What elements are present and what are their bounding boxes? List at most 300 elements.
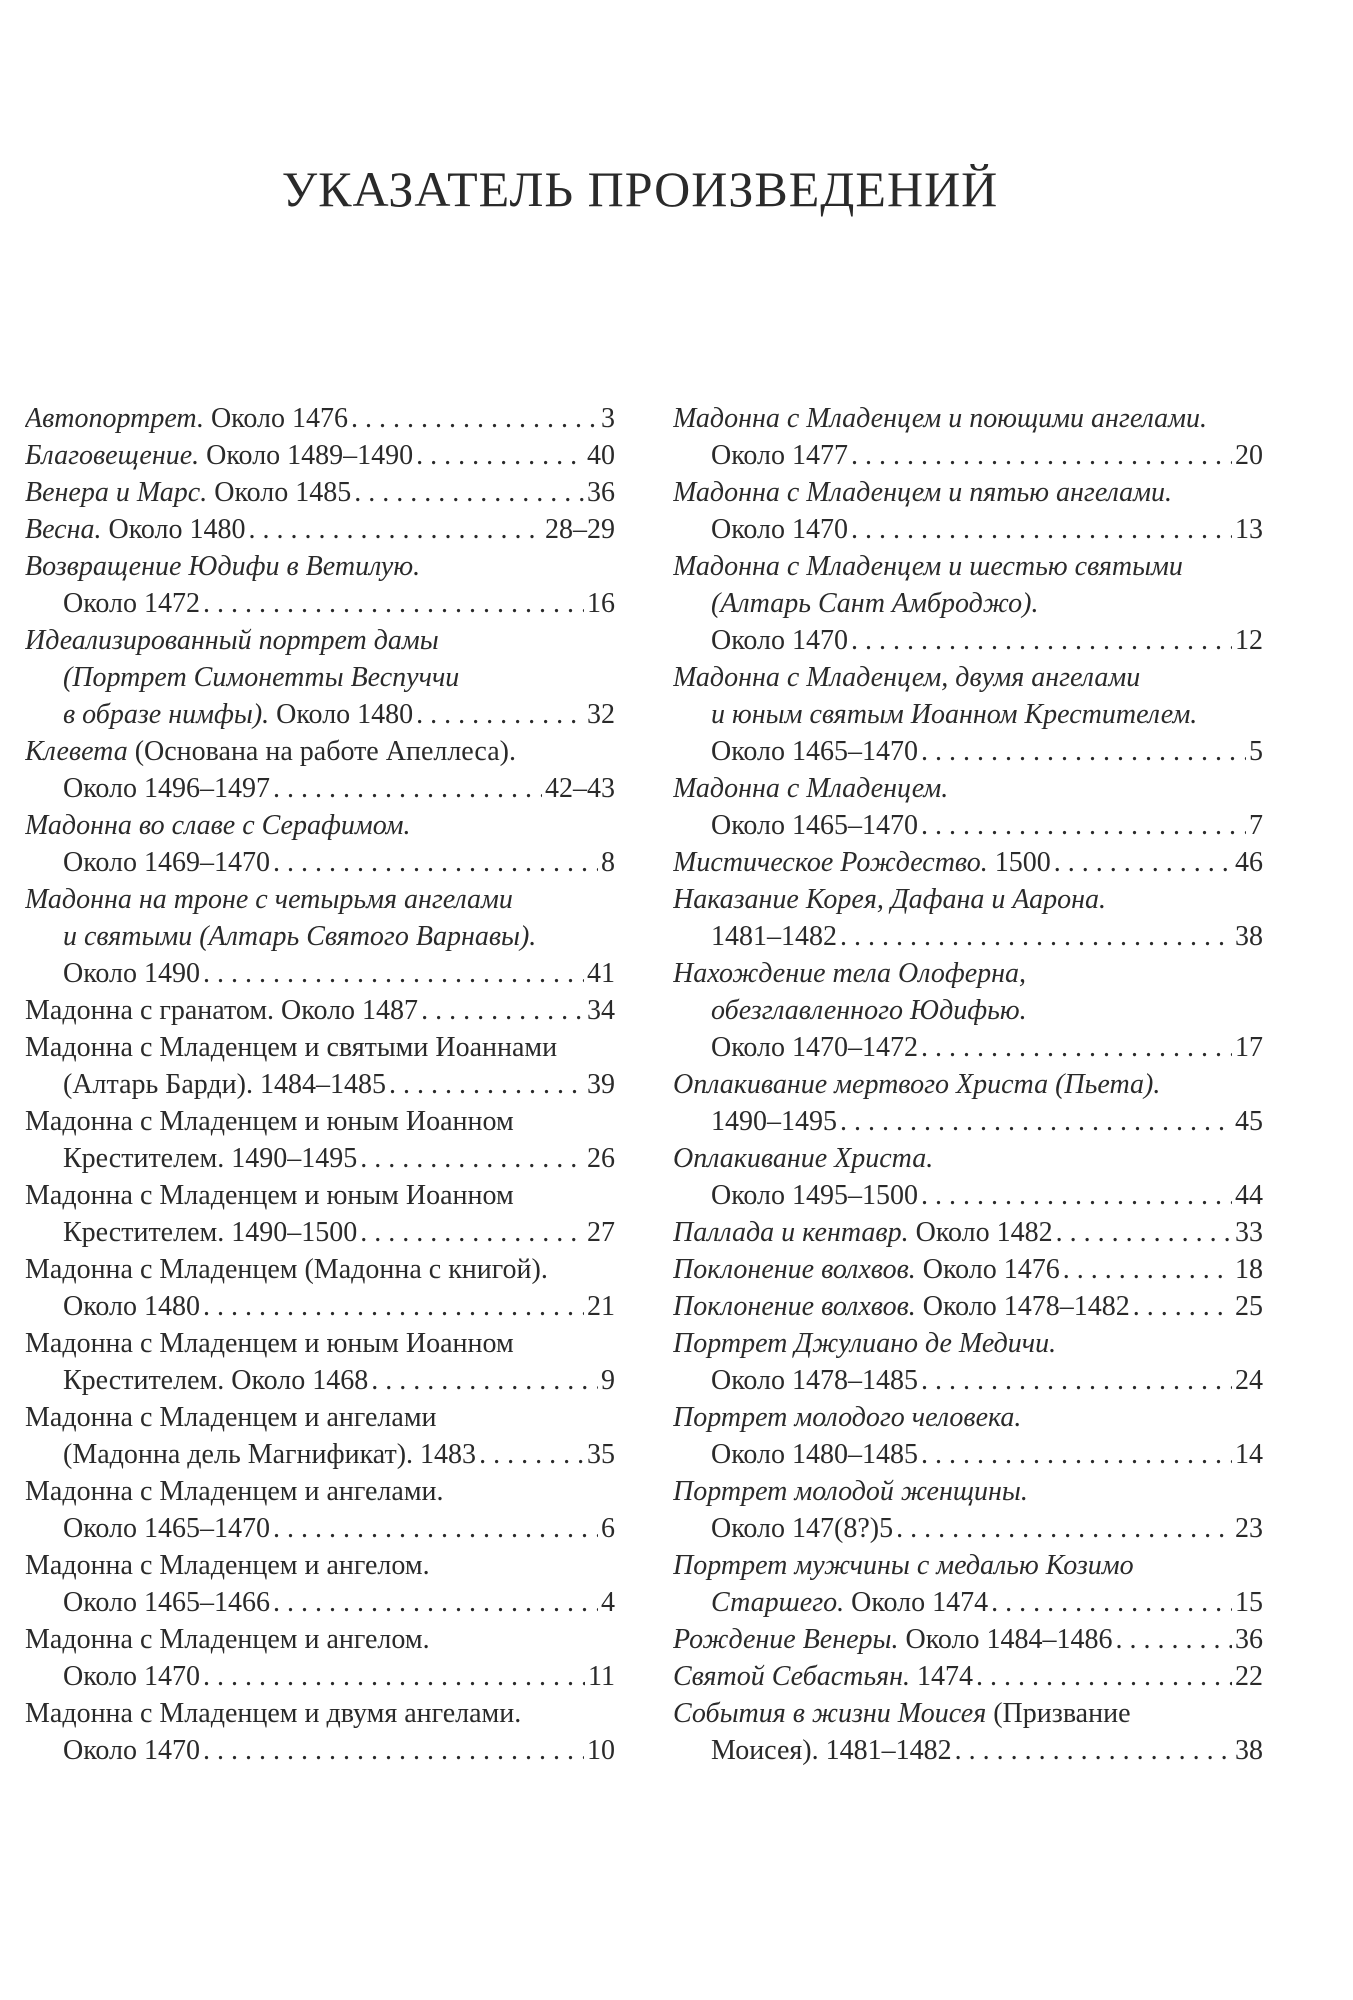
entry-text xyxy=(711,1732,952,1769)
page-number: 32 xyxy=(587,699,615,730)
entry-line xyxy=(673,1658,1263,1695)
entry-line xyxy=(25,1473,615,1510)
page-number: 40 xyxy=(587,440,615,471)
entry-text xyxy=(63,955,200,992)
entry-text xyxy=(673,773,948,804)
entry-title-italic: Мадонна с Младенцем и поющими ангелами. xyxy=(673,403,1208,434)
page-number: 22 xyxy=(1235,1661,1263,1692)
index-entry xyxy=(25,1695,615,1769)
entry-line xyxy=(673,511,1263,548)
entry-line xyxy=(25,696,615,733)
page-number: 23 xyxy=(1235,1513,1263,1544)
index-entry xyxy=(673,1399,1263,1473)
entry-line xyxy=(673,622,1263,659)
entry-line xyxy=(25,585,615,622)
entry-text-regular: 1500 xyxy=(987,847,1051,878)
entry-text xyxy=(711,733,918,770)
page-number: 36 xyxy=(1235,1624,1263,1655)
page-number: 24 xyxy=(1235,1365,1263,1396)
dot-leader xyxy=(955,1732,1232,1769)
entry-text xyxy=(711,807,918,844)
entry-text-regular: Около 147(8?)5 xyxy=(711,1513,894,1544)
entry-line xyxy=(673,1436,1263,1473)
entry-line xyxy=(25,1732,615,1769)
entry-line xyxy=(25,659,615,696)
page-number: 42–43 xyxy=(545,773,615,804)
entry-text-regular: Мадонна с Младенцем и ангелами xyxy=(25,1402,437,1433)
entry-text xyxy=(711,511,848,548)
entry-title-italic: Мадонна с Младенцем. xyxy=(673,773,949,804)
index-entry xyxy=(25,1325,615,1399)
entry-text xyxy=(673,884,1106,915)
entry-text xyxy=(25,884,513,915)
entry-text-regular: Около 1478–1485 xyxy=(711,1365,919,1396)
dot-leader xyxy=(840,918,1232,955)
entry-title-italic: Мадонна на троне с четырьмя ангелами xyxy=(25,884,513,915)
entry-text xyxy=(63,696,413,733)
entry-text xyxy=(63,585,200,622)
entry-line xyxy=(25,400,615,437)
entry-text-regular: Около 1465–1470 xyxy=(63,1513,271,1544)
entry-text xyxy=(25,400,348,437)
entry-text-regular: Мадонна с Младенцем и ангелом. xyxy=(25,1624,430,1655)
entry-text xyxy=(25,992,418,1029)
entry-line xyxy=(25,1214,615,1251)
dot-leader xyxy=(389,1066,584,1103)
entry-text-regular: (Призвание xyxy=(986,1698,1131,1729)
entry-text xyxy=(673,662,1140,693)
entry-text xyxy=(63,1584,270,1621)
page-number: 44 xyxy=(1235,1180,1263,1211)
dot-leader xyxy=(851,511,1232,548)
entry-text xyxy=(673,1069,1160,1100)
entry-text-regular: Крестителем. Около 1468 xyxy=(63,1365,369,1396)
dot-leader xyxy=(840,1103,1232,1140)
entry-line xyxy=(673,955,1263,992)
entry-title-italic: Оплакивание Христа. xyxy=(673,1143,934,1174)
entry-title-italic: Идеализированный портрет дамы xyxy=(25,625,439,656)
index-entry xyxy=(673,1547,1263,1621)
entry-text xyxy=(711,1362,918,1399)
entry-text-regular: 1490–1495 xyxy=(711,1106,837,1137)
entry-text xyxy=(711,995,1027,1026)
entry-text xyxy=(711,1510,893,1547)
index-entry xyxy=(673,1140,1263,1214)
entry-line xyxy=(25,622,615,659)
entry-text-regular: (Мадонна дель Магнификат). 1483 xyxy=(63,1439,477,1470)
dot-leader xyxy=(921,733,1246,770)
entry-line xyxy=(673,881,1263,918)
page-number: 11 xyxy=(588,1661,615,1692)
entry-line xyxy=(25,844,615,881)
entry-title-italic: Мадонна во славе с Серафимом. xyxy=(25,810,411,841)
entry-text xyxy=(673,403,1207,434)
dot-leader xyxy=(921,1177,1232,1214)
entry-line xyxy=(673,1732,1263,1769)
page-number: 16 xyxy=(587,588,615,619)
entry-title-italic: Поклонение волхвов. xyxy=(673,1254,916,1285)
page-number: 27 xyxy=(587,1217,615,1248)
dot-leader xyxy=(371,1362,598,1399)
index-entry xyxy=(25,1399,615,1473)
dot-leader xyxy=(421,992,584,1029)
entry-text xyxy=(673,1288,1130,1325)
entry-text-regular: Мадонна с Младенцем и юным Иоанном xyxy=(25,1106,514,1137)
entry-text-regular: Около 1478–1482 xyxy=(915,1291,1130,1322)
index-entry xyxy=(25,437,615,474)
page-number: 38 xyxy=(1235,1735,1263,1766)
entry-line xyxy=(25,1584,615,1621)
entry-line xyxy=(25,1177,615,1214)
index-entry xyxy=(25,881,615,992)
entry-title-italic: События в жизни Моисея xyxy=(673,1698,987,1729)
entry-text xyxy=(63,1288,200,1325)
entry-text-regular: Около 1484–1486 xyxy=(898,1624,1113,1655)
page-number: 8 xyxy=(601,847,615,878)
index-entry xyxy=(25,1251,615,1325)
dot-leader xyxy=(896,1510,1232,1547)
page-number: 46 xyxy=(1235,847,1263,878)
entry-text xyxy=(25,736,516,767)
index-entry xyxy=(673,881,1263,955)
entry-line xyxy=(25,511,615,548)
entry-text xyxy=(673,1698,1131,1729)
entry-line xyxy=(673,1140,1263,1177)
entry-title-italic: Мадонна с Младенцем и шестью святыми xyxy=(673,551,1183,582)
page-number: 21 xyxy=(587,1291,615,1322)
page-number: 12 xyxy=(1235,625,1263,656)
entry-text xyxy=(673,551,1183,582)
page-number: 20 xyxy=(1235,440,1263,471)
entry-line xyxy=(673,1029,1263,1066)
entry-text-regular: Около 1490 xyxy=(63,958,201,989)
entry-line xyxy=(25,1288,615,1325)
entry-text-regular: Мадонна с Младенцем (Мадонна с книгой). xyxy=(25,1254,548,1285)
entry-title-italic: Портрет молодой женщины. xyxy=(673,1476,1028,1507)
entry-text-regular: Крестителем. 1490–1500 xyxy=(63,1217,358,1248)
dot-leader xyxy=(203,1732,584,1769)
entry-title-italic: (Портрет Симонетты Веспуччи xyxy=(63,662,460,693)
index-entry xyxy=(25,1473,615,1547)
dot-leader xyxy=(479,1436,584,1473)
index-entry xyxy=(25,733,615,807)
entry-text-regular: Мадонна с Младенцем и юным Иоанном xyxy=(25,1328,514,1359)
index-entry xyxy=(25,1177,615,1251)
entry-text-regular: Около 1476 xyxy=(203,403,348,434)
entry-text xyxy=(711,1103,837,1140)
page-number: 6 xyxy=(601,1513,615,1544)
entry-text xyxy=(63,1066,386,1103)
dot-leader xyxy=(273,1510,598,1547)
entry-text xyxy=(63,1140,357,1177)
page-number: 38 xyxy=(1235,921,1263,952)
entry-line xyxy=(673,1251,1263,1288)
entry-title-italic: Старшего. xyxy=(711,1587,845,1618)
page-number: 41 xyxy=(587,958,615,989)
dot-leader xyxy=(203,1658,585,1695)
page-number: 13 xyxy=(1235,514,1263,545)
entry-title-italic: Паллада и кентавр. xyxy=(673,1217,909,1248)
dot-leader xyxy=(921,1362,1232,1399)
page-number: 4 xyxy=(601,1587,615,1618)
dot-leader xyxy=(203,1288,584,1325)
entry-text xyxy=(25,1624,430,1655)
entry-title-italic: Поклонение волхвов. xyxy=(673,1291,916,1322)
index-entry xyxy=(25,474,615,511)
entry-line xyxy=(25,1140,615,1177)
entry-title-italic: Портрет Джулиано де Медичи. xyxy=(673,1328,1057,1359)
entry-text xyxy=(711,588,1038,619)
index-entry xyxy=(25,992,615,1029)
entry-title-italic: обезглавленного Юдифью. xyxy=(711,995,1027,1026)
entry-line xyxy=(25,770,615,807)
page-number: 45 xyxy=(1235,1106,1263,1137)
index-entry xyxy=(25,1029,615,1103)
entry-text-regular: Около 1476 xyxy=(915,1254,1060,1285)
dot-leader xyxy=(351,400,598,437)
entry-line xyxy=(673,844,1263,881)
entry-line xyxy=(25,955,615,992)
entry-text-regular: Мадонна с Младенцем и юным Иоанном xyxy=(25,1180,514,1211)
entry-text xyxy=(63,1510,270,1547)
entry-text xyxy=(673,1658,973,1695)
entry-text xyxy=(25,1402,437,1433)
entry-text xyxy=(25,625,439,656)
entry-line xyxy=(25,474,615,511)
index-entry xyxy=(25,1547,615,1621)
entry-text-regular: Около 1480–1485 xyxy=(711,1439,919,1470)
entry-line xyxy=(25,1695,615,1732)
entry-text-regular: Около 1470 xyxy=(711,514,849,545)
entry-title-italic: Венера и Марс. xyxy=(25,477,208,508)
entry-title-italic: Весна. xyxy=(25,514,102,545)
entry-title-italic: Мадонна с Младенцем, двумя ангелами xyxy=(673,662,1141,693)
entry-line xyxy=(673,400,1263,437)
entry-text-regular: Около 1470 xyxy=(63,1735,201,1766)
entry-text-regular: Около 1472 xyxy=(63,588,201,619)
index-entry xyxy=(673,1214,1263,1251)
entry-text-regular: Мадонна с Младенцем и двумя ангелами. xyxy=(25,1698,522,1729)
dot-leader xyxy=(1116,1621,1232,1658)
entry-text xyxy=(25,1550,430,1581)
entry-line xyxy=(673,1547,1263,1584)
entry-text xyxy=(711,1177,918,1214)
entry-text xyxy=(711,1584,988,1621)
index-entry xyxy=(673,1288,1263,1325)
dot-leader xyxy=(360,1140,584,1177)
entry-text xyxy=(63,770,270,807)
dot-leader xyxy=(991,1584,1232,1621)
page-number: 9 xyxy=(601,1365,615,1396)
entry-text-regular: Около 1469–1470 xyxy=(63,847,271,878)
entry-text xyxy=(63,921,536,952)
entry-title-italic: Святой Себастьян. xyxy=(673,1661,911,1692)
entry-line xyxy=(673,770,1263,807)
entry-text xyxy=(673,1143,933,1174)
entry-title-italic: Автопортрет. xyxy=(25,403,204,434)
entry-title-italic: Оплакивание мертвого Христа (Пьета). xyxy=(673,1069,1161,1100)
page-number: 10 xyxy=(587,1735,615,1766)
entry-text xyxy=(25,437,413,474)
entry-text xyxy=(63,662,459,693)
dot-leader xyxy=(1063,1251,1232,1288)
entry-line xyxy=(25,992,615,1029)
entry-text xyxy=(25,1476,444,1507)
index-entry xyxy=(25,548,615,622)
entry-line xyxy=(673,1103,1263,1140)
entry-text xyxy=(673,958,1026,989)
index-entry xyxy=(673,1695,1263,1769)
dot-leader xyxy=(1054,844,1232,881)
entry-title-italic: Портрет молодого человека. xyxy=(673,1402,1022,1433)
page-number: 15 xyxy=(1235,1587,1263,1618)
entry-line xyxy=(673,548,1263,585)
entry-title-italic: Возвращение Юдифи в Ветилую. xyxy=(25,551,421,582)
entry-line xyxy=(25,1621,615,1658)
entry-line xyxy=(673,992,1263,1029)
entry-title-italic: Портрет мужчины с медалью Козимо xyxy=(673,1550,1134,1581)
entry-text xyxy=(673,1550,1134,1581)
index-entry xyxy=(673,548,1263,659)
index-entry xyxy=(673,770,1263,844)
entry-title-italic: и святыми (Алтарь Святого Варнавы). xyxy=(63,921,537,952)
entry-text xyxy=(673,1328,1056,1359)
entry-text xyxy=(25,1032,557,1063)
entry-line xyxy=(25,1547,615,1584)
entry-text-regular: Около 1496–1497 xyxy=(63,773,271,804)
entry-text-regular: Около 1465–1470 xyxy=(711,736,919,767)
entry-text xyxy=(711,1436,918,1473)
index-column-left xyxy=(25,400,615,1769)
entry-line xyxy=(25,1066,615,1103)
page-number: 28–29 xyxy=(545,514,615,545)
page-number: 17 xyxy=(1235,1032,1263,1063)
entry-title-italic: Нахождение тела Олоферна, xyxy=(673,958,1027,989)
entry-text xyxy=(63,1436,476,1473)
entry-line xyxy=(25,1658,615,1695)
entry-text xyxy=(673,1251,1060,1288)
entry-line xyxy=(673,1473,1263,1510)
entry-line xyxy=(25,881,615,918)
entry-line xyxy=(673,437,1263,474)
dot-leader xyxy=(360,1214,584,1251)
entry-text xyxy=(673,1621,1113,1658)
entry-text-regular: Моисея). 1481–1482 xyxy=(711,1735,952,1766)
entry-text xyxy=(25,1106,514,1137)
entry-line xyxy=(673,733,1263,770)
entry-title-italic: Наказание Корея, Дафана и Аарона. xyxy=(673,884,1106,915)
entry-text-regular: Около 1477 xyxy=(711,440,849,471)
dot-leader xyxy=(249,511,543,548)
entry-title-italic: Рождение Венеры. xyxy=(673,1624,899,1655)
index-column-right xyxy=(673,400,1263,1769)
entry-line xyxy=(25,1399,615,1436)
entry-line xyxy=(25,1029,615,1066)
index-entry xyxy=(673,1251,1263,1288)
entry-line xyxy=(25,1362,615,1399)
entry-line xyxy=(25,1436,615,1473)
entry-text xyxy=(673,1402,1021,1433)
entry-text xyxy=(25,1698,521,1729)
entry-text-regular: 1481–1482 xyxy=(711,921,837,952)
entry-text xyxy=(673,844,1051,881)
page-number: 26 xyxy=(587,1143,615,1174)
index-entry xyxy=(25,1621,615,1695)
dot-leader xyxy=(921,807,1246,844)
entry-line xyxy=(25,437,615,474)
entry-text xyxy=(63,1362,368,1399)
entry-text xyxy=(63,1658,200,1695)
page-number: 25 xyxy=(1235,1291,1263,1322)
entry-line xyxy=(673,1399,1263,1436)
entry-text xyxy=(63,844,270,881)
index-entry xyxy=(25,400,615,437)
dot-leader xyxy=(976,1658,1232,1695)
index-entry xyxy=(673,659,1263,770)
entry-line xyxy=(673,807,1263,844)
entry-line xyxy=(673,1288,1263,1325)
entry-text-regular: (Основана на работе Апеллеса). xyxy=(127,736,516,767)
entry-text xyxy=(25,474,351,511)
index-entry xyxy=(673,400,1263,474)
page-number: 14 xyxy=(1235,1439,1263,1470)
page-number: 33 xyxy=(1235,1217,1263,1248)
entry-text xyxy=(25,551,420,582)
entry-line xyxy=(673,1362,1263,1399)
dot-leader xyxy=(921,1029,1232,1066)
entry-text xyxy=(63,1214,357,1251)
entry-line xyxy=(673,1621,1263,1658)
entry-text xyxy=(25,1254,548,1285)
entry-title-italic: Мистическое Рождество. xyxy=(673,847,988,878)
index-entry xyxy=(673,1658,1263,1695)
dot-leader xyxy=(273,770,542,807)
entry-text-regular: Около 1485 xyxy=(207,477,352,508)
entry-line xyxy=(673,585,1263,622)
entry-text-regular: Около 1480 xyxy=(63,1291,201,1322)
entry-title-italic: Мадонна с Младенцем и пятью ангелами. xyxy=(673,477,1172,508)
entry-text-regular: Около 1495–1500 xyxy=(711,1180,919,1211)
entry-text xyxy=(711,622,848,659)
entry-text-regular: Около 1465–1470 xyxy=(711,810,919,841)
page-number: 7 xyxy=(1249,810,1263,841)
entry-line xyxy=(25,1251,615,1288)
entry-text xyxy=(711,1029,918,1066)
entry-text-regular: Около 1474 xyxy=(844,1587,989,1618)
entry-line xyxy=(673,1214,1263,1251)
entry-text-regular: Крестителем. 1490–1495 xyxy=(63,1143,358,1174)
index-entry xyxy=(25,1103,615,1177)
index-entry xyxy=(673,1325,1263,1399)
entry-title-italic: (Алтарь Сант Амброджо). xyxy=(711,588,1039,619)
entry-text xyxy=(711,918,837,955)
dot-leader xyxy=(354,474,584,511)
index-entry xyxy=(673,955,1263,1066)
entry-line xyxy=(673,1695,1263,1732)
entry-line xyxy=(673,1510,1263,1547)
page-number: 39 xyxy=(587,1069,615,1100)
page-number: 34 xyxy=(587,995,615,1026)
index-entry xyxy=(25,511,615,548)
dot-leader xyxy=(921,1436,1232,1473)
entry-line xyxy=(25,1103,615,1140)
entry-title-italic: и юным святым Иоанном Крестителем. xyxy=(711,699,1198,730)
entry-text-regular: Мадонна с Младенцем и святыми Иоаннами xyxy=(25,1032,558,1063)
entry-text xyxy=(673,477,1172,508)
dot-leader xyxy=(1133,1288,1232,1325)
entry-line xyxy=(673,918,1263,955)
dot-leader xyxy=(273,844,598,881)
